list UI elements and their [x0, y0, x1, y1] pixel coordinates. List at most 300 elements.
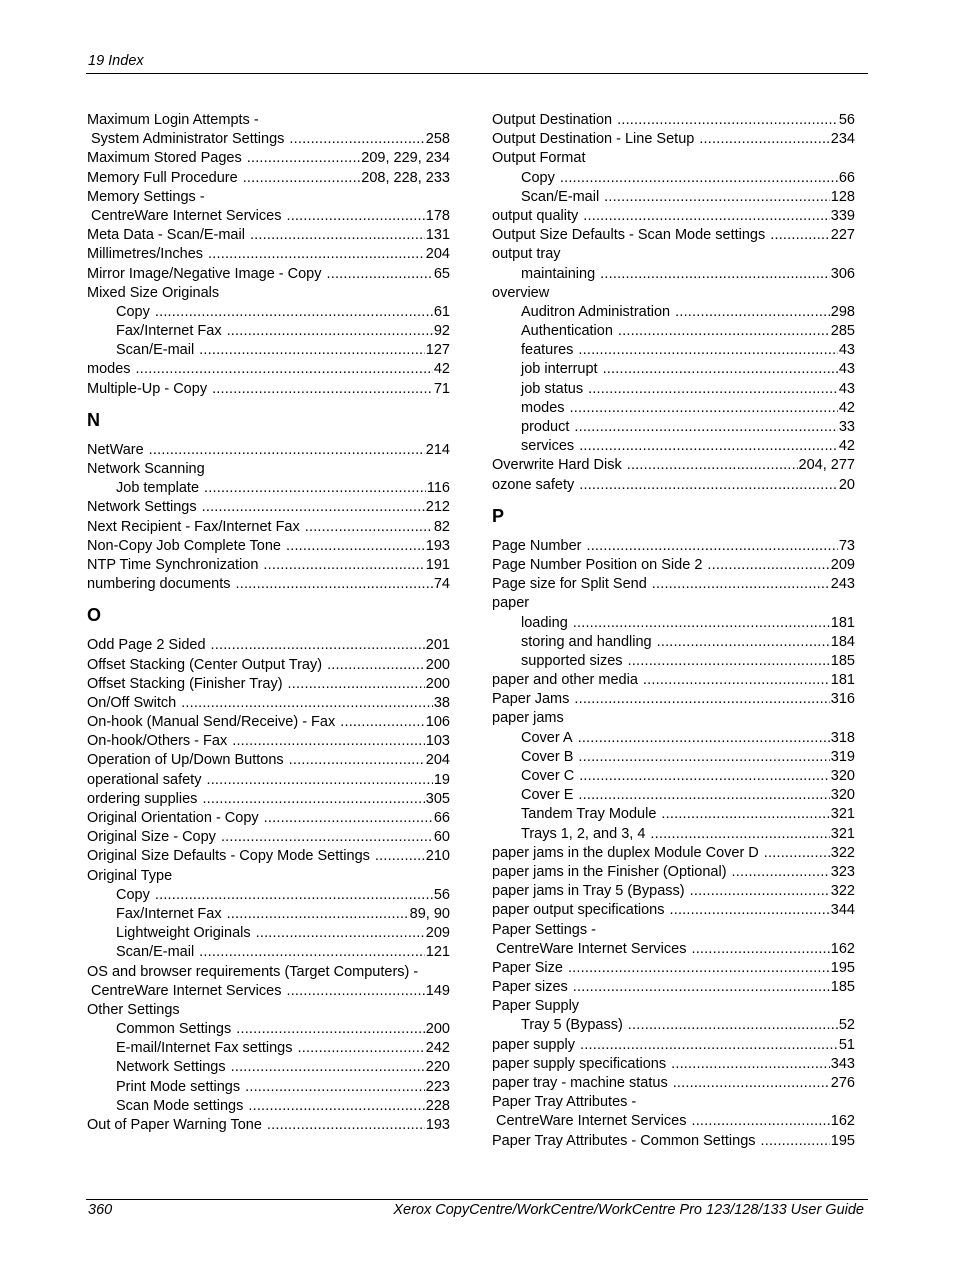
index-entry-page: 185 — [830, 979, 855, 996]
index-entry-page: 42 — [433, 361, 450, 378]
index-section-letter: P — [492, 505, 505, 526]
dot-leader — [579, 476, 838, 495]
index-entry — [87, 1039, 450, 1058]
index-entry-term: NTP Time Synchronization — [87, 556, 259, 573]
index-entry — [87, 732, 450, 751]
index-entry-term: numbering documents — [87, 576, 231, 593]
index-entry — [87, 498, 450, 517]
dot-leader — [600, 265, 830, 284]
dot-leader — [691, 940, 829, 959]
dot-leader — [248, 1097, 424, 1116]
index-entry-term: Page Number — [492, 537, 582, 554]
dot-leader — [327, 656, 425, 675]
index-entry-term: Original Orientation - Copy — [87, 810, 259, 826]
dot-leader — [298, 1039, 425, 1058]
index-entry-page: 128 — [830, 188, 855, 205]
index-entry-term: Paper Size — [492, 959, 563, 976]
index-entry-term: Paper sizes — [492, 979, 568, 996]
dot-leader — [603, 360, 838, 379]
index-entry — [87, 963, 450, 982]
index-entry-page: 106 — [425, 714, 450, 731]
index-entry-term: paper jams in Tray 5 (Bypass) — [492, 883, 685, 900]
index-entry — [87, 341, 450, 360]
index-entry-page: 181 — [830, 672, 855, 689]
index-entry-page: 305 — [425, 790, 450, 807]
dot-leader — [227, 322, 433, 341]
index-entry-term: Offset Stacking (Center Output Tray) — [87, 656, 323, 673]
dot-leader — [155, 303, 433, 322]
dot-leader — [286, 207, 424, 226]
index-entry-page: 298 — [830, 303, 855, 320]
index-entry-page: 321 — [830, 806, 855, 823]
dot-leader — [263, 556, 424, 575]
dot-leader — [136, 360, 433, 379]
index-entry — [492, 959, 855, 978]
index-entry-page: 193 — [425, 537, 450, 554]
index-entry-page: 38 — [433, 694, 450, 711]
index-entry-term: Fax/Internet Fax — [116, 905, 222, 922]
index-entry-term: Job template — [116, 480, 200, 497]
dot-leader — [204, 479, 426, 498]
index-entry-page: 276 — [830, 1075, 855, 1091]
dot-leader — [247, 149, 361, 168]
index-entry-term: Original Size Defaults - Copy Mode Settings — [87, 848, 370, 865]
index-entry-page: 178 — [425, 207, 450, 224]
index-entry-page: 227 — [830, 227, 855, 244]
index-entry — [492, 863, 855, 882]
index-entry-page: 209 — [425, 925, 450, 942]
dot-leader — [670, 901, 830, 920]
index-entry-page: 92 — [433, 323, 450, 340]
dot-leader — [579, 767, 830, 786]
index-entry — [492, 1074, 855, 1093]
index-entry-page: 89, 90 — [409, 905, 450, 922]
index-entry — [492, 805, 855, 824]
index-entry-term: paper output specifications — [492, 902, 665, 919]
dot-leader — [618, 322, 830, 341]
index-entry — [492, 709, 855, 728]
index-entry — [492, 614, 855, 633]
index-entry-page: 52 — [838, 1017, 855, 1034]
dot-leader — [235, 575, 432, 594]
index-entry-page: 195 — [830, 959, 855, 976]
index-entry — [87, 1116, 450, 1135]
index-entry — [87, 130, 450, 149]
index-entry-term: Maximum Stored Pages — [87, 150, 242, 167]
index-entry — [87, 751, 450, 770]
index-entry — [87, 790, 450, 809]
index-entry-page: 127 — [425, 342, 450, 359]
index-entry — [87, 943, 450, 962]
index-entry-term: Original Type — [87, 867, 173, 884]
index-entry-term: paper jams — [492, 710, 564, 727]
dot-leader — [586, 537, 837, 556]
index-entry — [492, 284, 855, 303]
dot-leader — [671, 1055, 830, 1074]
index-entry — [87, 809, 450, 828]
index-entry — [87, 886, 450, 905]
index-entry — [492, 226, 855, 245]
index-entry-page: 43 — [838, 342, 855, 359]
index-entry-page: 116 — [426, 480, 450, 497]
index-entry-term: product — [521, 419, 570, 435]
index-entry-page: 19 — [433, 771, 450, 788]
dot-leader — [574, 418, 837, 437]
index-entry-term: Trays 1, 2, and 3, 4 — [521, 825, 646, 842]
dot-leader — [673, 1074, 830, 1093]
index-entry-term: Output Destination - Line Setup — [492, 131, 695, 148]
index-entry — [87, 636, 450, 655]
index-entry-term: storing and handling — [521, 633, 652, 650]
index-entry-term: paper tray - machine status — [492, 1075, 668, 1091]
dot-leader — [578, 786, 829, 805]
index-entry-term: OS and browser requirements (Target Computers) - — [87, 963, 419, 980]
index-entry-term: Auditron Administration — [521, 303, 671, 320]
index-entry-term: job interrupt — [521, 361, 598, 378]
index-entry — [492, 149, 855, 168]
index-entry-term: overview — [492, 284, 550, 301]
index-entry — [87, 322, 450, 341]
index-section-letter: N — [87, 409, 100, 430]
index-entry-term: Scan/E-mail — [116, 342, 195, 359]
dot-leader — [208, 245, 425, 264]
index-entry-page: 181 — [830, 614, 855, 631]
index-entry-term: ordering supplies — [87, 790, 198, 807]
index-entry-page: 56 — [838, 112, 855, 128]
index-entry — [87, 1058, 450, 1077]
index-entry-page: 209 — [830, 556, 855, 573]
index-entry-page: 210 — [425, 848, 450, 865]
index-entry-page: 214 — [425, 441, 450, 458]
index-entry — [87, 828, 450, 847]
header-rule — [86, 73, 868, 74]
index-entry-term: Meta Data - Scan/E-mail — [87, 227, 245, 244]
index-entry-term: Other Settings — [87, 1001, 180, 1018]
index-entry — [87, 149, 450, 168]
index-entry-page: 191 — [425, 556, 450, 573]
index-entry-term: Copy — [116, 886, 150, 903]
index-entry — [492, 322, 855, 341]
dot-leader — [206, 771, 432, 790]
index-entry — [492, 690, 855, 709]
index-entry-page: 121 — [425, 944, 450, 961]
index-entry-page: 51 — [838, 1036, 855, 1053]
index-entry — [492, 671, 855, 690]
index-entry — [492, 341, 855, 360]
dot-leader — [578, 341, 837, 360]
index-entry-term: Mirror Image/Negative Image - Copy — [87, 265, 322, 282]
index-entry-page: 209, 229, 234 — [361, 150, 450, 167]
index-entry — [87, 207, 450, 226]
index-entry — [492, 652, 855, 671]
index-entry — [492, 729, 855, 748]
index-entry — [87, 924, 450, 943]
index-entry-page: 234 — [830, 131, 855, 148]
index-entry-term: Next Recipient - Fax/Internet Fax — [87, 518, 300, 535]
index-entry-term: Page Number Position on Side 2 — [492, 556, 703, 573]
index-entry-term: Operation of Up/Down Buttons — [87, 752, 284, 769]
dot-leader — [578, 729, 830, 748]
index-entry — [492, 130, 855, 149]
index-entry-term: Multiple-Up - Copy — [87, 380, 208, 397]
index-entry — [87, 982, 450, 1001]
index-entry-term: Memory Full Procedure — [87, 169, 238, 186]
dot-leader — [149, 441, 425, 460]
index-entry — [492, 245, 855, 264]
dot-leader — [288, 675, 425, 694]
index-entry — [87, 537, 450, 556]
index-entry-page: 223 — [425, 1078, 450, 1095]
dot-leader — [699, 130, 829, 149]
index-entry — [492, 380, 855, 399]
index-entry-page: 343 — [830, 1055, 855, 1072]
index-entry-term: Cover A — [521, 729, 573, 746]
index-entry — [492, 1112, 855, 1131]
dot-leader — [264, 809, 433, 828]
index-entry-page: 20 — [838, 476, 855, 493]
index-entry — [492, 997, 855, 1016]
dot-leader — [617, 111, 838, 130]
index-entry — [87, 771, 450, 790]
running-header: 19 Index — [88, 53, 144, 69]
dot-leader — [707, 556, 829, 575]
index-entry — [492, 882, 855, 901]
index-entry — [492, 940, 855, 959]
guide-title: Xerox CopyCentre/WorkCentre/WorkCentre Pro 123/128/133 User Guide — [393, 1202, 864, 1218]
index-entry-term: output quality — [492, 207, 579, 224]
index-entry — [492, 360, 855, 379]
index-entry-term: paper — [492, 595, 530, 612]
index-entry — [492, 1036, 855, 1055]
index-entry-page: 204 — [425, 752, 450, 769]
dot-leader — [579, 437, 838, 456]
index-entry — [87, 675, 450, 694]
dot-leader — [202, 498, 425, 517]
index-entry-page: 200 — [425, 656, 450, 673]
dot-leader — [256, 924, 425, 943]
index-entry-page: 344 — [830, 902, 855, 919]
index-entry-term: modes — [521, 399, 565, 416]
index-entry — [87, 245, 450, 264]
index-entry — [87, 905, 450, 924]
index-entry-page: 184 — [830, 633, 855, 650]
index-entry-term: Page size for Split Send — [492, 576, 647, 593]
index-entry-term: services — [521, 438, 575, 455]
index-entry-term: Out of Paper Warning Tone — [87, 1117, 262, 1133]
dot-leader — [375, 847, 425, 866]
index-entry-page: 61 — [433, 303, 450, 320]
dot-leader — [212, 380, 433, 399]
index-entry-term: Cover E — [521, 787, 574, 804]
dot-leader — [628, 1016, 838, 1035]
index-entry-term: Millimetres/Inches — [87, 246, 204, 263]
index-entry-term: ozone safety — [492, 476, 575, 493]
index-entry-term: Overwrite Hard Disk — [492, 457, 622, 474]
index-entry-page: 33 — [838, 419, 855, 435]
index-entry-term: Network Scanning — [87, 461, 205, 477]
index-entry-term: Cover C — [521, 768, 575, 784]
index-entry-term: paper supply specifications — [492, 1055, 667, 1072]
index-entry-page: 185 — [830, 652, 855, 669]
index-entry — [492, 594, 855, 613]
index-entry — [492, 1093, 855, 1112]
index-entry — [492, 1055, 855, 1074]
index-entry — [492, 207, 855, 226]
index-entry-page: 322 — [830, 883, 855, 900]
dot-leader — [583, 207, 830, 226]
index-entry-term: Paper Supply — [492, 998, 580, 1015]
index-entry-page: 200 — [425, 1021, 450, 1038]
index-entry-page: 339 — [830, 207, 855, 224]
dot-leader — [691, 1112, 829, 1131]
dot-leader — [231, 1058, 425, 1077]
index-entry-page: 322 — [830, 844, 855, 861]
index-entry-term: Authentication — [521, 323, 613, 340]
index-entry — [87, 441, 450, 460]
index-entry-term: CentreWare Internet Services — [496, 940, 687, 957]
index-entry — [87, 1097, 450, 1116]
index-entry-term: Copy — [521, 169, 555, 186]
index-entry-term: Paper Tray Attributes - Common Settings — [492, 1132, 756, 1149]
dot-leader — [560, 169, 838, 188]
dot-leader — [202, 790, 424, 809]
dot-leader — [221, 828, 433, 847]
dot-leader — [236, 1020, 425, 1039]
index-entry — [492, 901, 855, 920]
index-entry-page: 306 — [830, 265, 855, 282]
index-entry — [492, 303, 855, 322]
index-entry-page: 320 — [830, 768, 855, 784]
index-entry — [492, 476, 855, 495]
dot-leader — [604, 188, 830, 207]
index-entry — [492, 575, 855, 594]
index-entry — [492, 633, 855, 652]
dot-leader — [286, 537, 425, 556]
index-entry-term: features — [521, 342, 574, 359]
index-entry — [87, 847, 450, 866]
dot-leader — [580, 1036, 838, 1055]
index-entry — [492, 537, 855, 556]
index-entry — [87, 226, 450, 245]
dot-leader — [227, 905, 409, 924]
dot-leader — [574, 690, 829, 709]
index-entry-term: Offset Stacking (Finisher Tray) — [87, 675, 283, 692]
index-entry-term: Network Settings — [87, 499, 197, 516]
index-entry — [492, 1132, 855, 1151]
dot-leader — [199, 943, 425, 962]
index-entry-term: Memory Settings - — [87, 188, 205, 205]
index-entry — [492, 978, 855, 997]
index-entry-term: CentreWare Internet Services — [91, 207, 282, 224]
index-entry-page: 149 — [425, 982, 450, 999]
dot-leader — [764, 844, 830, 863]
dot-leader — [327, 265, 433, 284]
index-entry-page: 60 — [433, 829, 450, 846]
index-entry-page: 242 — [425, 1040, 450, 1057]
index-entry-term: Paper Settings - — [492, 921, 596, 938]
index-entry — [87, 656, 450, 675]
index-entry — [492, 556, 855, 575]
dot-leader — [267, 1116, 425, 1135]
dot-leader — [211, 636, 425, 655]
index-entry-term: Maximum Login Attempts - — [87, 112, 259, 128]
index-entry — [87, 460, 450, 479]
index-entry-page: 43 — [838, 361, 855, 378]
index-entry-page: 73 — [838, 537, 855, 554]
index-entry-term: Cover B — [521, 748, 574, 765]
dot-leader — [770, 226, 830, 245]
dot-leader — [657, 633, 830, 652]
index-entry — [492, 1016, 855, 1035]
index-entry-page: 56 — [433, 886, 450, 903]
index-entry — [87, 265, 450, 284]
index-entry-page: 204, 277 — [798, 457, 855, 474]
index-entry-page: 162 — [830, 1113, 855, 1130]
index-entry — [492, 111, 855, 130]
index-entry — [87, 713, 450, 732]
index-entry — [492, 169, 855, 188]
index-entry-term: Scan/E-mail — [521, 188, 600, 205]
dot-leader — [573, 614, 830, 633]
index-entry — [492, 748, 855, 767]
index-entry-term: Fax/Internet Fax — [116, 323, 222, 340]
dot-leader — [628, 652, 830, 671]
dot-leader — [250, 226, 425, 245]
index-entry-page: 258 — [425, 131, 450, 148]
index-entry-page: 66 — [433, 810, 450, 826]
dot-leader — [568, 959, 830, 978]
index-entry — [87, 303, 450, 322]
index-entry — [87, 1078, 450, 1097]
index-entry — [492, 265, 855, 284]
index-entry-page: 318 — [830, 729, 855, 746]
dot-leader — [588, 380, 838, 399]
index-entry-page: 71 — [433, 380, 450, 397]
index-entry-term: Lightweight Originals — [116, 925, 251, 942]
index-entry-term: modes — [87, 361, 131, 378]
dot-leader — [650, 825, 829, 844]
dot-leader — [286, 982, 424, 1001]
dot-leader — [181, 694, 433, 713]
index-entry — [87, 694, 450, 713]
index-entry-term: CentreWare Internet Services — [91, 982, 282, 999]
index-column-left — [87, 111, 450, 1135]
index-section-letter: O — [87, 605, 102, 626]
index-entry-page: 201 — [425, 637, 450, 654]
index-entry-page: 195 — [830, 1132, 855, 1149]
index-entry-page: 42 — [838, 399, 855, 416]
index-entry — [492, 437, 855, 456]
index-entry-page: 228 — [425, 1097, 450, 1114]
dot-leader — [155, 886, 433, 905]
dot-leader — [761, 1132, 830, 1151]
dot-leader — [732, 863, 830, 882]
index-entry-term: Output Destination — [492, 112, 613, 128]
index-entry — [87, 188, 450, 207]
index-entry-term: Scan Mode settings — [116, 1097, 244, 1114]
index-entry-term: Odd Page 2 Sided — [87, 637, 206, 654]
index-entry-term: System Administrator Settings — [91, 131, 285, 148]
index-entry — [492, 399, 855, 418]
index-entry-page: 103 — [425, 733, 450, 750]
index-column-right — [492, 111, 855, 1151]
index-entry-term: E-mail/Internet Fax settings — [116, 1040, 293, 1057]
index-entry-term: paper jams in the duplex Module Cover D — [492, 844, 759, 861]
dot-leader — [570, 399, 838, 418]
index-entry-term: On-hook (Manual Send/Receive) - Fax — [87, 714, 336, 731]
index-entry — [87, 169, 450, 188]
index-entry-page: 42 — [838, 438, 855, 455]
